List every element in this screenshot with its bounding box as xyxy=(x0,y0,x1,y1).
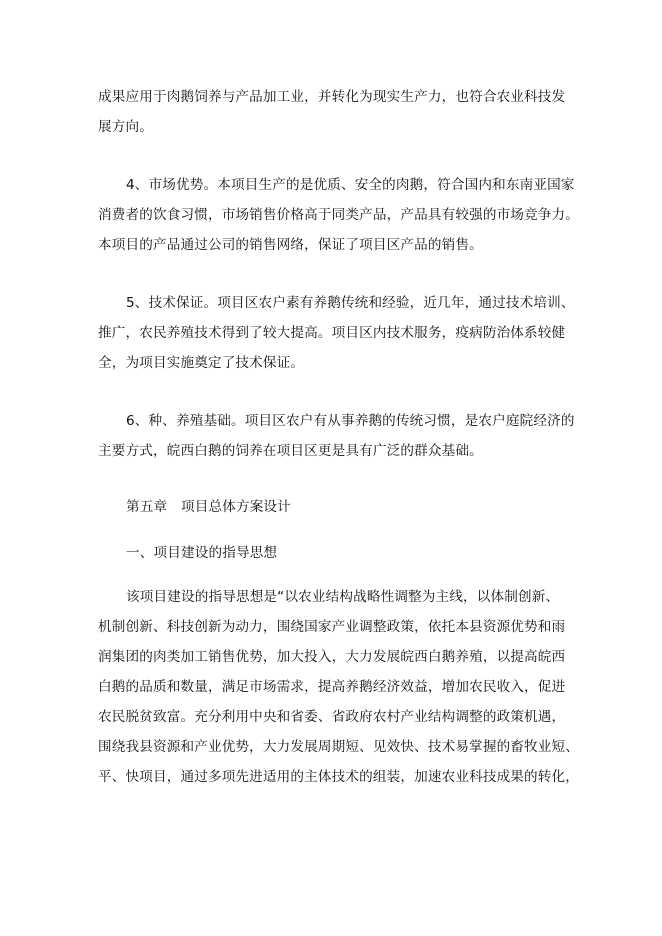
chapter-heading xyxy=(98,492,564,522)
text-line: 成果应用于肉鹅饲养与产品加工业，并转化为现实生产力，也符合农业科技发 xyxy=(98,89,566,105)
paragraph-continuation xyxy=(98,82,564,142)
section-heading xyxy=(98,538,564,568)
paragraph-market-advantage xyxy=(98,170,580,260)
paragraph-breeding-foundation xyxy=(98,406,575,466)
text-line: 消费者的饮食习惯，市场销售价格高于同类产品，产品具有较强的市场竞争力。 xyxy=(98,207,580,223)
text-line: 润集团的肉类加工销售优势，加大投入，大力发展皖西白鹅养殖，以提高皖西 xyxy=(98,649,566,665)
paragraph-guiding-ideology xyxy=(98,582,580,792)
text-line: 围绕我县资源和产业优势，大力发展周期短、见效快、技术易掌握的畜牧业短、 xyxy=(98,739,580,755)
text-line: 本项目的产品通过公司的销售网络，保证了项目区产品的销售。 xyxy=(98,237,483,253)
text-line: 平、快项目，通过多项先进适用的主体技术的组装，加速农业科技成果的转化， xyxy=(98,769,580,785)
text-line: 白鹅的品质和数量，满足市场需求，提高养鹅经济效益，增加农民收入，促进 xyxy=(98,679,566,695)
text-line: 推广，农民养殖技术得到了较大提高。项目区内技术服务，疫病防治体系较健 xyxy=(98,325,566,341)
text-line: 主要方式，皖西白鹅的饲养在项目区更是具有广泛的群众基础。 xyxy=(98,443,483,459)
text-line: 该项目建设的指导思想是“以农业结构战略性调整为主线，以体制创新、 xyxy=(126,589,560,605)
chapter-title: 第五章 项目总体方案设计 xyxy=(126,499,291,515)
section-title: 一、项目建设的指导思想 xyxy=(126,545,278,561)
text-line: 5、技术保证。项目区农户素有养鹅传统和经验，近几年，通过技术培训、 xyxy=(126,295,575,311)
text-line: 4、市场优势。本项目生产的是优质、安全的肉鹅，符合国内和东南亚国家 xyxy=(126,177,575,193)
paragraph-technical-guarantee xyxy=(98,288,575,378)
text-line: 展方向。 xyxy=(98,119,153,135)
text-line: 6、种、养殖基础。项目区农户有从事养鹅的传统习惯，是农户庭院经济的 xyxy=(126,413,575,429)
text-line: 全，为项目实施奠定了技术保证。 xyxy=(98,355,305,371)
text-line: 机制创新、科技创新为动力，围绕国家产业调整政策，依托本县资源优势和雨 xyxy=(98,619,566,635)
text-line: 农民脱贫致富。充分利用中央和省委、省政府农村产业结构调整的政策机遇， xyxy=(98,709,566,725)
